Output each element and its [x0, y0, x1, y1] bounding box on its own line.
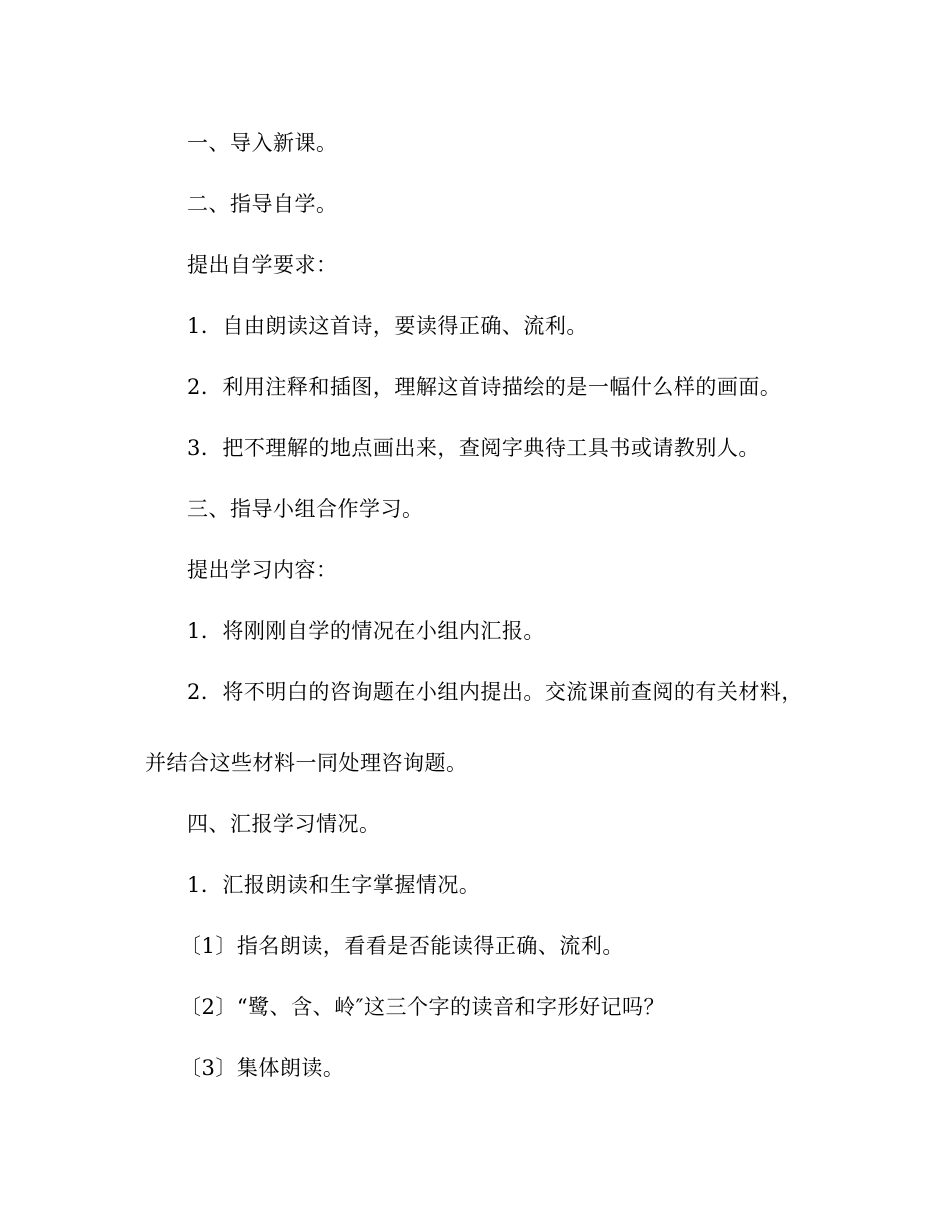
list-item: 2．将不明白的咨询题在小组内提出。交流课前查阅的有关材料， [187, 680, 803, 704]
sub-list-item: 〔3〕集体朗读。 [180, 1056, 345, 1080]
section-heading-3: 三、指导小组合作学习。 [187, 497, 424, 521]
section-heading-4: 四、汇报学习情况。 [187, 812, 381, 836]
list-item: 1．自由朗读这首诗，要读得正确、流利。 [187, 314, 588, 338]
paragraph-continuation: 并结合这些材料一同处理咨询题。 [145, 751, 468, 775]
section-heading-1: 一、导入新课。 [187, 131, 338, 155]
list-item: 1．将刚刚自学的情况在小组内汇报。 [187, 619, 545, 643]
section-heading-2: 二、指导自学。 [187, 192, 338, 216]
paragraph-line: 提出学习内容： [187, 558, 338, 582]
list-item: 3．把不理解的地点画出来，查阅字典待工具书或请教别人。 [187, 436, 760, 460]
sub-list-item: 〔1〕指名朗读，看看是否能读得正确、流利。 [180, 934, 624, 958]
list-item: 2．利用注释和插图，理解这首诗描绘的是一幅什么样的画面。 [187, 375, 782, 399]
sub-list-item: 〔2〕“鹭、含、岭″这三个字的读音和字形好记吗？ [180, 995, 665, 1019]
paragraph-line: 提出自学要求： [187, 253, 338, 277]
list-item: 1．汇报朗读和生字掌握情况。 [187, 873, 481, 897]
